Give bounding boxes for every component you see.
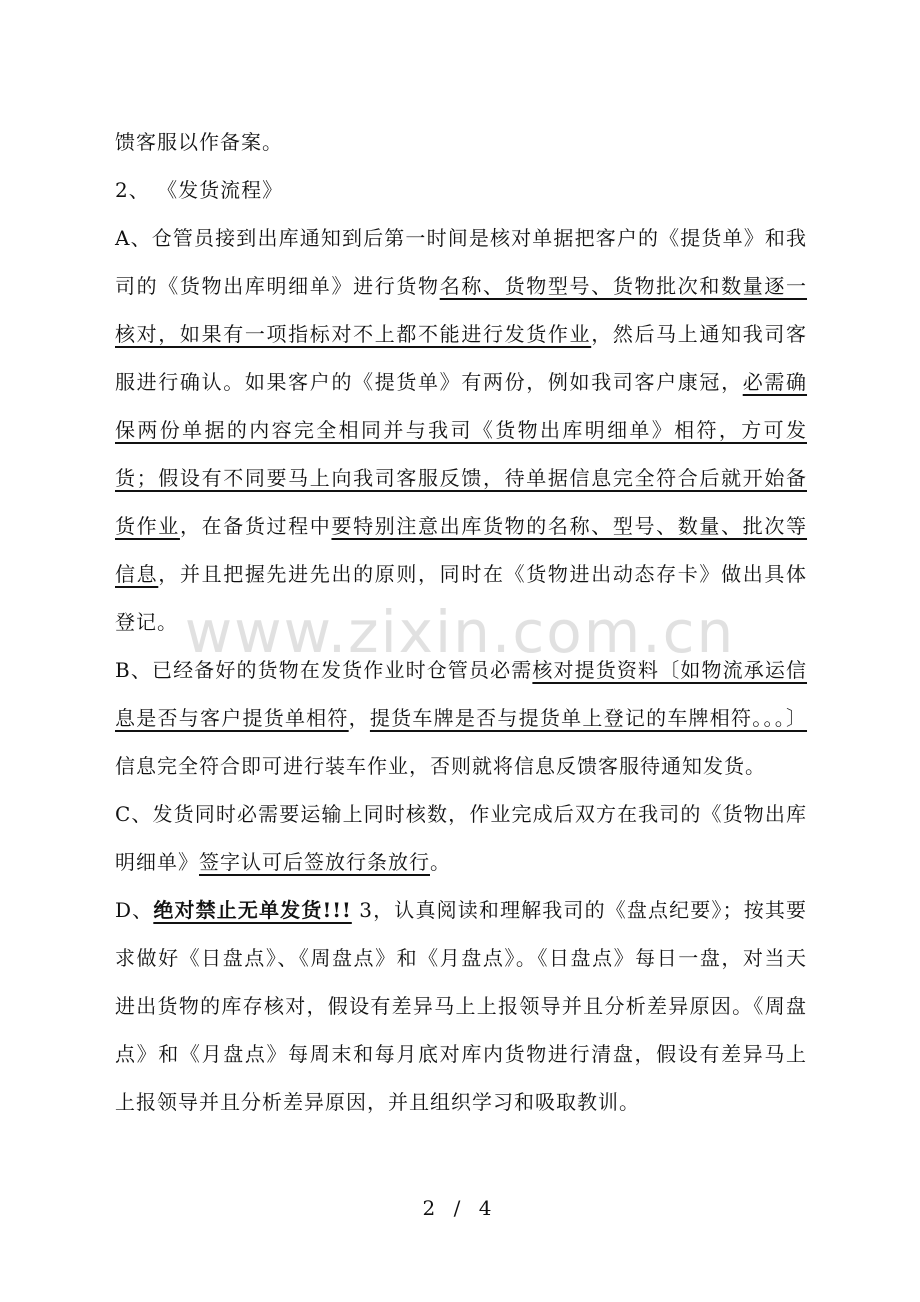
underlined-text: 名称、货物型号、货物批次和数量逐一核对，如果有一项指标对不上都不能进行发货作业 (115, 274, 808, 346)
paragraph-continuation (115, 118, 807, 166)
underlined-text: 签字认可后签放行条放行 (199, 850, 430, 874)
bold-warning-text: 绝对禁止无单发货!!! (153, 898, 352, 922)
underlined-text: 核对提货资料〔如物流承运信息是否与客户提货单相符 (115, 658, 808, 730)
text-segment: D、 (115, 898, 154, 922)
text-segment: ，然后马上通知我司客服进行确认。如果客户的《提货单》有两份，例如我司客户康冠， (115, 322, 808, 394)
underlined-text: 要特别注意出库货物的名称、型号、数量、批次等信息 (115, 514, 808, 586)
paragraph-c (115, 790, 807, 886)
text-segment: ，在备货过程中 (179, 514, 332, 538)
paragraph-b (115, 646, 807, 790)
document-body (115, 118, 807, 1126)
text-segment: 3，认真阅读和理解我司的《盘点纪要》；按其要求做好《日盘点》、《周盘点》和《月盘点》。《日盘点》每日一盘，对当天进出货物的库存核对，假设有差异马上上报领导并且分析差异原因。《周盘点》和《月盘点》每周末和每月底对库内货物进行清盘，假设有差异马上上报领导并且分析差异原因，并且组织学习和吸取教训。 (115, 898, 807, 1114)
text-segment: 信息完全符合即可进行装车作业，否则就将信息反馈客服待通知发货。 (115, 754, 766, 778)
text-segment: 。 (430, 850, 451, 874)
text-segment: 馈客服以作备案。 (115, 130, 283, 154)
underlined-text: 提货车牌是否与提货单上登记的车牌相符。。。〕 (369, 706, 808, 730)
underlined-text: 必需确保两份单据的内容完全相同并与我司《货物出库明细单》相符，方可发货；假设有不同要马上向我司客服反馈，待单据信息完全符合后就开始备货作业 (115, 370, 808, 538)
text-segment: ，并且把握先进先出的原则，同时在《货物进出动态存卡》做出具体登记。 (115, 562, 808, 634)
text-segment: ， (348, 706, 370, 730)
text-segment: A、仓管员接到出库通知到后第一时间是核对单据把客户的《提货单》和我司的《货物出库明细单》进行货物 (115, 226, 807, 298)
paragraph-d (115, 886, 807, 1126)
watermark: www.zixin.com.cn (184, 598, 736, 666)
paragraph-a (115, 214, 807, 646)
section-heading (115, 166, 807, 214)
text-segment: B、已经备好的货物在发货作业时仓管员必需 (115, 658, 533, 682)
text-segment: 2、 《发货流程》 (115, 178, 284, 202)
text-segment: C、发货同时必需要运输上同时核数，作业完成后双方在我司的《货物出库明细单》 (115, 802, 807, 874)
page-number: 2 / 4 (422, 1196, 498, 1220)
